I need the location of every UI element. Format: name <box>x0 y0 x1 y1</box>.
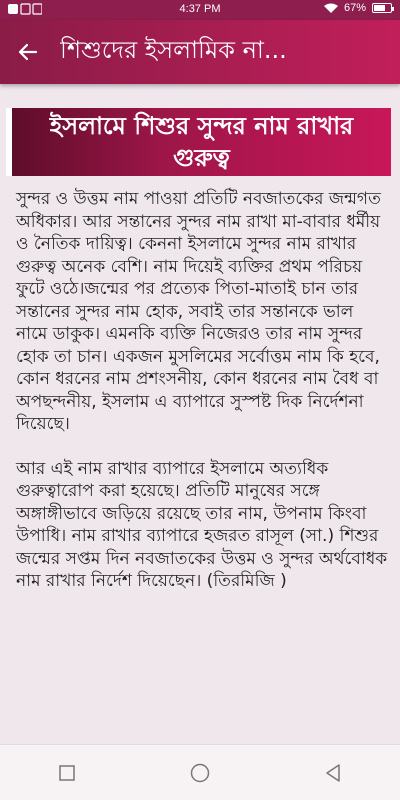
article-body <box>16 188 388 615</box>
battery-icon <box>372 3 392 13</box>
page-title: শিশুদের ইসলামিক না... <box>60 36 287 64</box>
paragraph-2: আর এই নাম রাখার ব্যাপারে ইসলামে অত্যধিক গুরুত্বারোপ করা হয়েছে। প্রতিটি মানুষের সঙ্গে অঙ্গাঙ্গীভাবে জড়িয়ে রয়েছে তার নাম, উপনাম কিংবা উপাধি। নাম রাখার ব্যাপারে হজরত রাসূল (সা.) শিশুর জন্মের সপ্তম দিন নবজাতকের উত্তম ও সুন্দর অর্থবোধক নাম রাখার নির্দেশ দিয়েছেন। (তিরমিজি ) <box>16 458 388 591</box>
recents-button[interactable] <box>47 753 87 793</box>
article-content[interactable] <box>0 84 400 744</box>
status-bar <box>0 0 400 20</box>
home-button[interactable] <box>180 753 220 793</box>
battery-percentage: 67% <box>343 2 366 14</box>
article-headline: ইসলামে শিশুর সুন্দর নাম রাখার গুরুত্ব <box>6 108 391 176</box>
back-nav-button[interactable] <box>313 753 353 793</box>
arrow-left-icon <box>18 42 38 62</box>
square-icon <box>59 765 75 781</box>
system-nav-bar <box>0 744 400 800</box>
paragraph-1: সুন্দর ও উত্তম নাম পাওয়া প্রতিটি নবজাতকের জন্মগত অধিকার। আর সন্তানের সুন্দর নাম রাখা মা-বাবার ধর্মীয় ও নৈতিক দায়িত্ব। কেননা ইসলামে সুন্দর নাম রাখার গুরুত্ব অনেক বেশি। নাম দিয়েই ব্যক্তির প্রথম পরিচয় ফুটে ওঠে।জন্মের পর প্রত্যেক পিতা-মাতাই চান তার সন্তানের সুন্দর নাম হোক, সবাই তার সন্তানকে ভাল নামে ডাকুক। এমনকি ব্যক্তি নিজেরও তার নাম সুন্দর হোক তা চান। একজন মুসলিমের সর্বোত্তম নাম কি হবে, কোন ধরনের নাম প্রশংসনীয়, কোন ধরনের নাম বৈধ বা অপছন্দনীয়, ইসলাম এ ব্যাপারে সুস্পষ্ট দিক নির্দেশনা দিয়েছে। <box>16 189 381 434</box>
wifi-icon <box>324 3 338 13</box>
circle-icon <box>190 763 210 783</box>
app-bar <box>0 20 400 84</box>
back-button[interactable] <box>0 20 56 84</box>
status-time: 4:37 PM <box>179 3 221 15</box>
triangle-back-icon <box>325 764 341 782</box>
